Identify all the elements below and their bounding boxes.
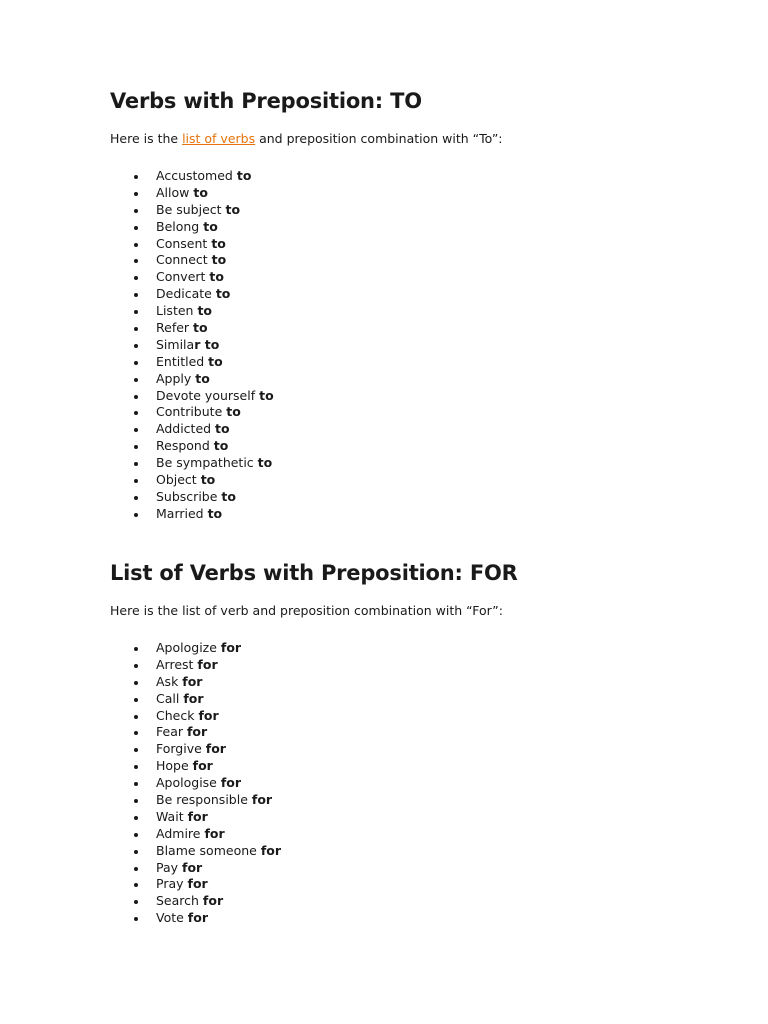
list-item [156,674,710,691]
preposition-text: to [225,201,241,217]
verb-text: Be sympathetic [156,455,258,471]
list-item [156,337,710,354]
preposition-text: for [186,724,208,740]
preposition-text: for [202,893,224,909]
preposition-text: for [205,741,226,757]
preposition-text: to [200,472,216,488]
verb-text: Convert [156,269,210,285]
list-item [156,354,710,371]
verb-text: Allow [156,184,194,200]
verb-text: Object [156,472,201,488]
list-item [156,371,710,388]
verb-text: Married [156,505,208,521]
bullet-icon [134,647,138,651]
bullet-icon [134,816,138,820]
verb-text: Admire [156,825,205,841]
preposition-text: to [204,336,220,352]
preposition-text: to [207,505,223,521]
list-item [156,303,710,320]
verb-text: Consent [156,235,212,251]
verb-text: Call [156,690,184,706]
preposition-text: to [195,370,210,386]
list-item [156,286,710,303]
preposition-text: for [220,775,242,791]
bullet-icon [134,681,138,685]
list-item [156,472,710,489]
bullet-icon [134,782,138,786]
verb-list-to [110,168,710,523]
list-item [156,269,710,286]
bullet-icon [134,850,138,854]
preposition-text: to [259,387,274,403]
bullet-icon [134,175,138,179]
bullet-icon [134,867,138,871]
bullet-icon [134,883,138,887]
list-item [156,320,710,337]
list-item [156,219,710,236]
verb-text: Check [156,707,199,723]
verb-text: Connect [156,252,212,268]
verb-text: Fear [156,724,187,740]
section-to [110,86,710,523]
intro-for: Here is the list of verb and preposition combination with “For”: [110,603,503,618]
intro-to-after: and preposition combination with “To”: [255,131,503,146]
bullet-icon [134,378,138,382]
preposition-text: for [192,758,213,774]
verb-text: Pay [156,859,183,875]
list-item [156,708,710,725]
verb-text: Listen [156,303,198,319]
bullet-icon [134,310,138,314]
preposition-text: for [204,825,225,841]
verb-text: Be subject [156,201,226,217]
bullet-icon [134,765,138,769]
list-item [156,489,710,506]
list-item [156,741,710,758]
preposition-text: for [187,876,208,892]
bullet-icon [134,395,138,399]
verb-text: Refer [156,320,194,336]
verb-text: Apologize [156,640,221,655]
bullet-icon [134,664,138,668]
list-item [156,455,710,472]
verb-text: Arrest [156,656,198,672]
verb-text: Blame someone [156,842,261,858]
bullet-icon [134,209,138,213]
preposition-text: to [211,235,226,251]
list-item [156,236,710,253]
preposition-text: to [197,303,213,319]
list-item [156,640,710,657]
bullet-icon [134,344,138,348]
bullet-icon [134,748,138,752]
bullet-icon [134,276,138,280]
list-item [156,202,710,219]
verb-text: Simila [156,336,195,352]
preposition-text: to [193,320,208,336]
list-item [156,388,710,405]
preposition-text: to [203,218,218,234]
verb-text: Dedicate [156,286,216,302]
verb-text: Devote yourself [156,387,260,403]
intro-to [110,130,710,148]
bullet-icon [134,428,138,432]
list-item [156,404,710,421]
list-item [156,724,710,741]
preposition-text: for [182,673,203,689]
preposition-text: for [187,808,208,824]
list-item [156,691,710,708]
preposition-text: to [209,269,224,285]
bullet-icon [134,293,138,297]
preposition-text: to [236,168,252,183]
list-item [156,758,710,775]
preposition-text: to [213,438,229,454]
preposition-text: for [197,656,218,672]
verb-text: Vote [156,910,188,926]
preposition-text: to [221,488,236,504]
verb-text: Ask [156,673,183,689]
verb-text: Be responsible [156,792,252,808]
intro-to-before: Here is the [110,131,183,146]
verb-text: Accustomed [156,168,237,183]
bullet-icon [134,731,138,735]
preposition-text: to [257,455,273,471]
bullet-icon [134,445,138,449]
verb-text: Search [156,893,203,909]
bullet-icon [134,479,138,483]
verb-text: Wait [156,808,188,824]
verb-text: Apologise [156,775,221,791]
bullet-icon [134,327,138,331]
list-item [156,775,710,792]
bullet-icon [134,833,138,837]
bullet-icon [134,496,138,500]
list-item [156,792,710,809]
preposition-text: to [193,184,208,200]
preposition-text: for [183,690,204,706]
bullet-icon [134,513,138,517]
list-item [156,185,710,202]
section-for [110,558,710,927]
bullet-icon [134,243,138,247]
preposition-text: for [260,842,282,858]
list-of-verbs-link[interactable]: list of verbs [182,131,256,146]
list-item [156,860,710,877]
preposition-text: to [226,404,241,420]
list-item [156,893,710,910]
heading-for: List of Verbs with Preposition: FOR [110,561,518,585]
verb-text: Hope [156,758,193,774]
verb-text: Forgive [156,741,206,757]
preposition-text: to [215,421,230,437]
bullet-icon [134,917,138,921]
verb-text: Apply [156,370,196,386]
bullet-icon [134,411,138,415]
list-item [156,910,710,927]
bullet-icon [134,715,138,719]
bullet-icon [134,900,138,904]
bullet-icon [134,361,138,365]
list-item [156,657,710,674]
preposition-text: for [182,859,203,875]
verb-text: Contribute [156,404,227,420]
bullet-icon [134,226,138,230]
list-item [156,421,710,438]
list-item [156,438,710,455]
verb-bold-tail: r [194,336,205,352]
list-item [156,809,710,826]
verb-text: Respond [156,438,214,454]
preposition-text: for [220,640,242,655]
bullet-icon [134,259,138,263]
verb-text: Pray [156,876,188,892]
list-item [156,506,710,523]
verb-text: Belong [156,218,204,234]
list-item [156,252,710,269]
list-item [156,168,710,185]
list-item [156,876,710,893]
bullet-icon [134,698,138,702]
list-item [156,843,710,860]
preposition-text: to [211,252,227,268]
verb-list-for [110,640,710,927]
list-item [156,826,710,843]
preposition-text: to [215,286,231,302]
preposition-text: to [208,353,223,369]
bullet-icon [134,799,138,803]
preposition-text: for [251,792,273,808]
bullet-icon [134,192,138,196]
verb-text: Subscribe [156,488,222,504]
bullet-icon [134,462,138,466]
heading-to: Verbs with Preposition: TO [110,89,422,113]
verb-text: Addicted [156,421,216,437]
preposition-text: for [187,910,208,926]
preposition-text: for [198,707,219,723]
verb-text: Entitled [156,353,209,369]
